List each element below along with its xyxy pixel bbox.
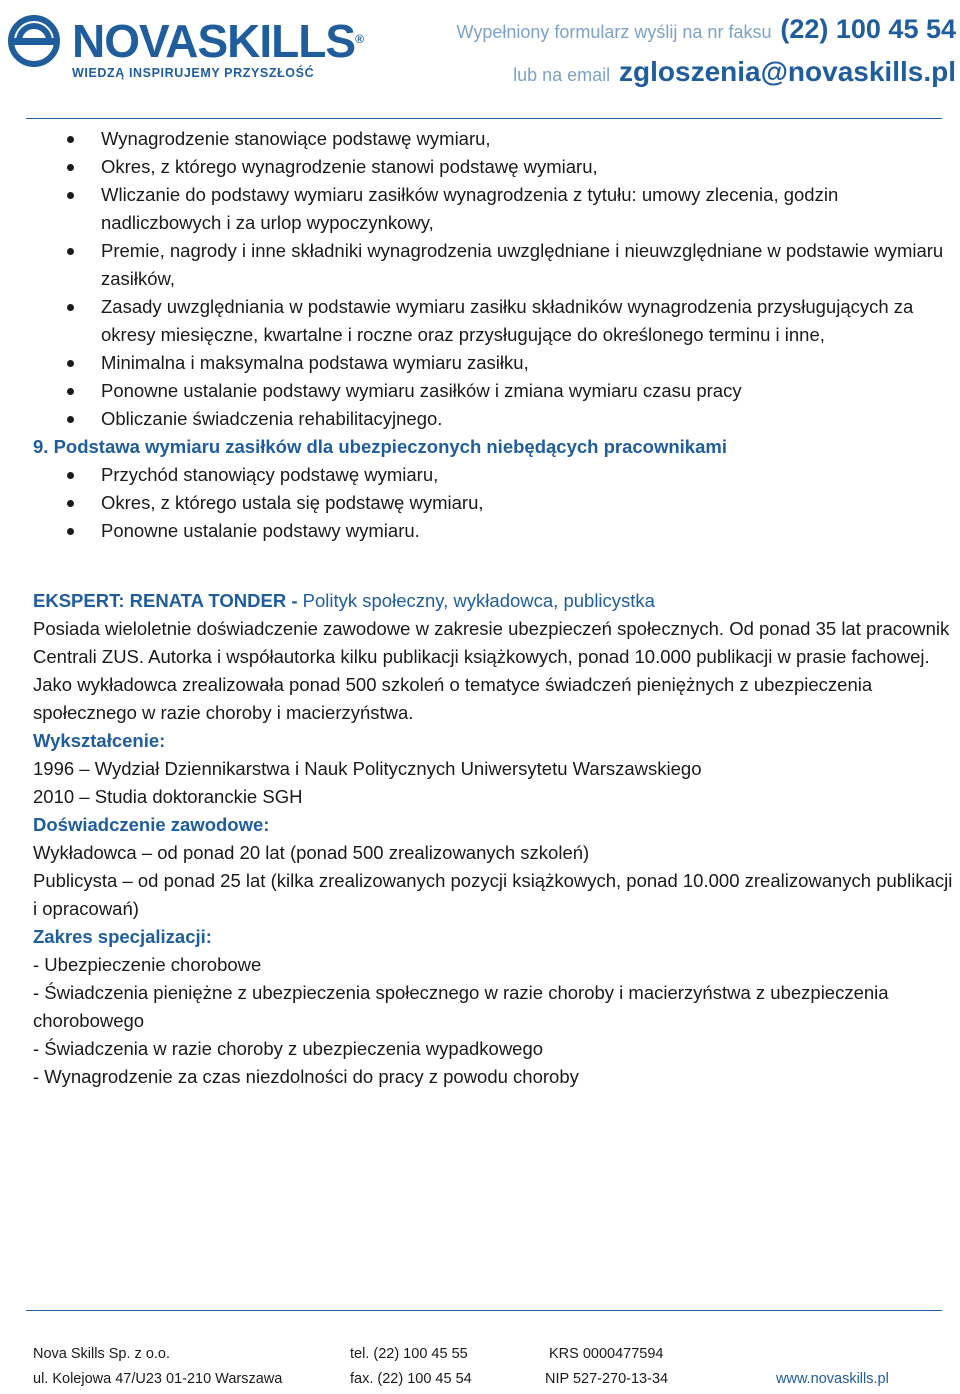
novaskills-logo bbox=[6, 10, 363, 90]
footer-fax: fax. (22) 100 45 54 bbox=[350, 1371, 472, 1387]
bullet-icon bbox=[67, 164, 74, 171]
bullet-icon bbox=[67, 528, 74, 535]
education-item: 1996 – Wydział Dziennikarstwa i Nauk Politycznych Uniwersytetu Warszawskiego bbox=[33, 758, 702, 779]
page-footer bbox=[0, 1300, 960, 1394]
list-item: Minimalna i maksymalna podstawa wymiaru zasiłku, bbox=[33, 349, 958, 377]
section-9-heading: 9. Podstawa wymiaru zasiłków dla ubezpieczonych niebędących pracownikami bbox=[33, 436, 727, 457]
bullet-icon bbox=[67, 360, 74, 367]
education-heading: Wykształcenie: bbox=[33, 730, 166, 751]
email-info bbox=[513, 56, 956, 88]
section-9-list bbox=[33, 461, 958, 545]
list-item: Wynagrodzenie stanowiące podstawę wymiaru, bbox=[33, 125, 958, 153]
logo-mark-icon bbox=[6, 12, 66, 72]
specialization-item: - Wynagrodzenie za czas niezdolności do pracy z powodu choroby bbox=[33, 1066, 579, 1087]
footer-divider bbox=[26, 1310, 942, 1311]
bullet-icon bbox=[67, 472, 74, 479]
footer-company: Nova Skills Sp. z o.o. bbox=[33, 1346, 170, 1362]
document-body bbox=[33, 125, 958, 1091]
fax-number: (22) 100 45 54 bbox=[780, 14, 956, 44]
list-item: Premie, nagrody i inne składniki wynagrodzenia uwzględniane i nieuwzględniane w podstawie wymiaru zasiłków, bbox=[33, 237, 958, 293]
bullet-icon bbox=[67, 192, 74, 199]
footer-nip: NIP 527-270-13-34 bbox=[545, 1371, 669, 1387]
expert-bio: Posiada wieloletnie doświadczenie zawodowe w zakresie ubezpieczeń społecznych. Od ponad 35 lat pracownik Centrali ZUS. Autorka i współautorka kilku publikacji książkowych, ponad 10.000 publikacji w prasie fachowej. Jako wykładowca zrealizowała ponad 500 szkoleń o tematyce świadczeń pieniężnych z ubezpieczenia społecznego w razie choroby i macierzyństwa. bbox=[33, 618, 950, 723]
fax-prefix: Wypełniony formularz wyślij na nr faksu bbox=[456, 22, 772, 42]
fax-info bbox=[457, 14, 956, 45]
logo-tagline: WIEDZĄ INSPIRUJEMY PRZYSZŁOŚĆ bbox=[72, 66, 315, 80]
list-item: Zasady uwzględniania w podstawie wymiaru zasiłku składników wynagrodzenia przysługujących za okresy miesięczne, kwartalne i roczne oraz przysługujące do określonego terminu i inne, bbox=[33, 293, 958, 349]
bullet-icon bbox=[67, 304, 74, 311]
footer-address: ul. Kolejowa 47/U23 01-210 Warszawa bbox=[33, 1371, 283, 1387]
specialization-item: - Ubezpieczenie chorobowe bbox=[33, 954, 262, 975]
expert-role: Polityk społeczny, wykładowca, publicystka bbox=[302, 590, 655, 611]
page-header bbox=[0, 0, 960, 120]
footer-tel: tel. (22) 100 45 55 bbox=[350, 1346, 468, 1362]
list-item: Wliczanie do podstawy wymiaru zasiłków wynagrodzenia z tytułu: umowy zlecenia, godzin nadliczbowych i za urlop wypoczynkowy, bbox=[33, 181, 958, 237]
bullet-icon bbox=[67, 500, 74, 507]
experience-item: Publicysta – od ponad 25 lat (kilka zrealizowanych pozycji książkowych, ponad 10.000 zrealizowanych publikacji i opracowań) bbox=[33, 870, 953, 919]
experience-heading: Doświadczenie zawodowe: bbox=[33, 814, 270, 835]
bullet-icon bbox=[67, 136, 74, 143]
list-item: Okres, z którego ustala się podstawę wymiaru, bbox=[33, 489, 958, 517]
specialization-item: - Świadczenia w razie choroby z ubezpieczenia wypadkowego bbox=[33, 1038, 544, 1059]
list-item: Obliczanie świadczenia rehabilitacyjnego. bbox=[33, 405, 958, 433]
list-item: Przychód stanowiący podstawę wymiaru, bbox=[33, 461, 958, 489]
bullet-icon bbox=[67, 416, 74, 423]
logo-wordmark: NOVASKILLS® bbox=[72, 15, 363, 67]
footer-website-link[interactable]: www.novaskills.pl bbox=[776, 1371, 889, 1387]
expert-label: EKSPERT: RENATA TONDER - bbox=[33, 590, 298, 611]
specialization-item: - Świadczenia pieniężne z ubezpieczenia społecznego w razie choroby i macierzyństwa z ubezpieczenia chorobowego bbox=[33, 982, 889, 1031]
bullet-icon bbox=[67, 388, 74, 395]
list-item: Okres, z którego wynagrodzenie stanowi podstawę wymiaru, bbox=[33, 153, 958, 181]
specialization-heading: Zakres specjalizacji: bbox=[33, 926, 212, 947]
list-item: Ponowne ustalanie podstawy wymiaru zasiłków i zmiana wymiaru czasu pracy bbox=[33, 377, 958, 405]
footer-krs: KRS 0000477594 bbox=[549, 1346, 664, 1362]
email-prefix: lub na email bbox=[513, 65, 611, 85]
education-item: 2010 – Studia doktoranckie SGH bbox=[33, 786, 303, 807]
email-link[interactable]: zgloszenia@novaskills.pl bbox=[619, 56, 956, 87]
bullet-icon bbox=[67, 248, 74, 255]
experience-item: Wykładowca – od ponad 20 lat (ponad 500 zrealizowanych szkoleń) bbox=[33, 842, 590, 863]
expert-title bbox=[33, 587, 958, 615]
wage-basis-list bbox=[33, 125, 958, 433]
header-divider bbox=[26, 118, 942, 119]
list-item: Ponowne ustalanie podstawy wymiaru. bbox=[33, 517, 958, 545]
